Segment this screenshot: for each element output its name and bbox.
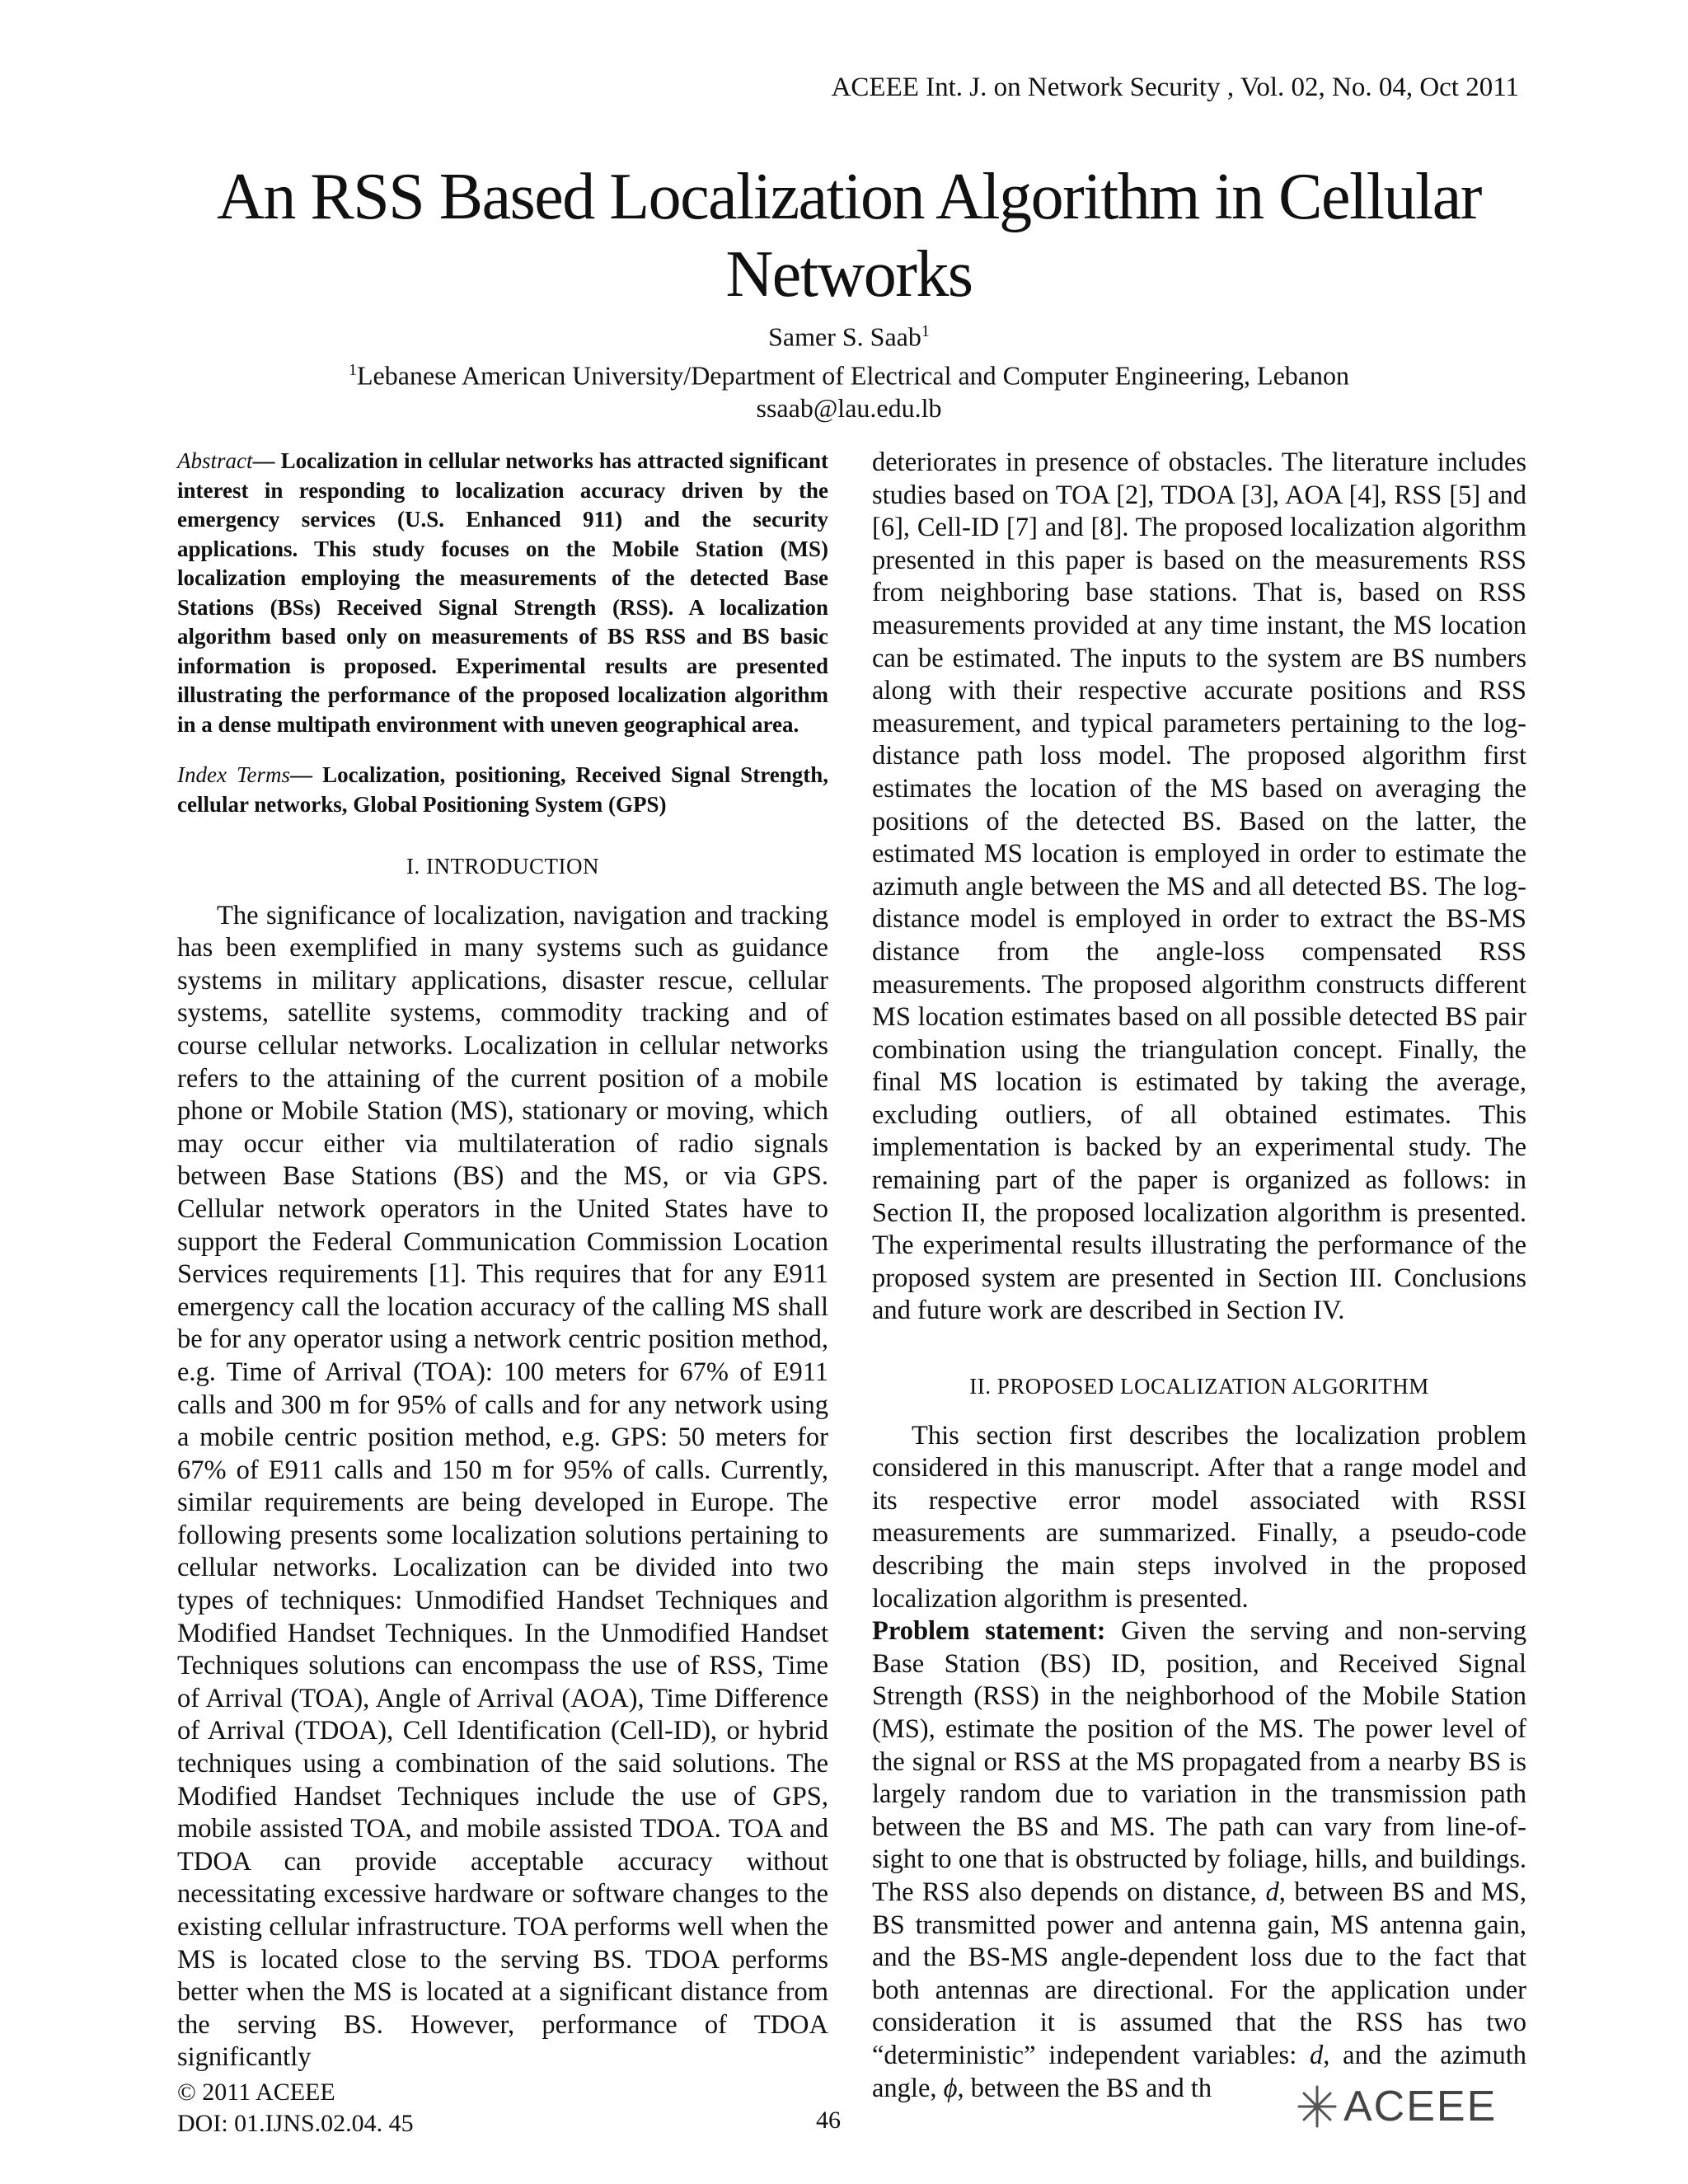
- author-email: ssaab@lau.edu.lb: [756, 393, 942, 424]
- problem-statement: Problem statement: Given the serving and non-serving Base Station (BS) ID, position, and Received Signal Strength (RSS) in the neighborhood of the Mobile Station (MS), estimate the position of the MS. The power level of the signal or RSS at the MS propagated from a nearby BS is largely random due to variation in the transmission path between the BS and MS. The path can vary from line-of-sight to one that is obstructed by foliage, hills, and buildings. The RSS also depends on distance, d, between BS and MS, BS transmitted power and antenna gain, MS antenna gain, and the BS-MS angle-dependent loss due to the fact that both antennas are directional. For the application under consideration it is assumed that the RSS has two “deterministic” independent variables: d, and the azimuth angle, ϕ, between the BS and th: [872, 1616, 1526, 2103]
- section2-paragraph: This section first describes the localization problem considered in this manuscript. After that a range model and its respective error model associated with RSSI measurements are summarized. Finally, a pseudo-code describing the main steps involved in the proposed localization algorithm is presented.: [872, 1420, 1526, 1614]
- journal-header: ACEEE Int. J. on Network Security , Vol. 02, No. 04, Oct 2011: [831, 73, 1519, 102]
- index-terms-text: — Localization, positioning, Received Signal Strength, cellular networks, Global Positioning System (GPS): [177, 762, 828, 817]
- introduction-continued: deteriorates in presence of obstacles. The literature includes studies based on TOA [2], TDOA [3], AOA [4], RSS [5] and [6], Cell-ID [7] and [8]. The proposed localization algorithm presented in this paper is based on the measurements RSS from neighboring base stations. That is, based on RSS measurements provided at any time instant, the MS location can be estimated. The inputs to the system are BS numbers along with their respective accurate positions and RSS measurement, and typical parameters pertaining to the log-distance path loss model. The proposed algorithm first estimates the location of the MS based on averaging the positions of the detected BS. Based on the latter, the estimated MS location is employed in order to estimate the azimuth angle between the MS and all detected BS. The log-distance model is employed in order to extract the BS-MS distance from the angle-loss compensated RSS measurements. The proposed algorithm constructs different MS location estimates based on all possible detected BS pair combination using the triangulation concept. Finally, the final MS location is estimated by taking the average, excluding outliers, of all obtained estimates. This implementation is backed by an experimental study. The remaining part of the paper is organized as follows: in Section II, the proposed localization algorithm is presented. The experimental results illustrating the performance of the proposed system are presented in Section III. Conclusions and future work are described in Section IV.: [872, 448, 1526, 1326]
- section-heading-introduction: I. INTRODUCTION: [406, 854, 599, 879]
- abstract-text: — Localization in cellular networks has attracted significant interest in responding to localization accuracy driven by the emergency services (U.S. Enhanced 911) and the security applications. This study focuses on the Mobile Station (MS) localization employing the measurements of the detected Base Stations (BSs) Received Signal Strength (RSS). A localization algorithm based only on measurements of BS RSS and BS basic information is proposed. Experimental results are presented illustrating the performance of the proposed localization algorithm in a dense multipath environment with uneven geographical area.: [177, 448, 828, 737]
- doi: DOI: 01.IJNS.02.04. 45: [177, 2110, 414, 2137]
- abstract-lead: Abstract: [177, 448, 253, 473]
- author-affiliation: $^1$Lebanese American University/Department of Electrical and Computer Engineering, Lebanon: [349, 360, 1349, 391]
- copyright: © 2011 ACEEE: [177, 2079, 335, 2106]
- author-name: Samer S. Saab$^1$: [768, 321, 930, 352]
- star-icon: [1292, 2082, 1342, 2131]
- publisher-logo: [1292, 2082, 1497, 2131]
- problem-statement-lead: Problem statement:: [872, 1616, 1106, 1647]
- paper-title: An RSS Based Localization Algorithm in Cellular Networks: [217, 161, 1481, 311]
- right-column: [872, 447, 1526, 2105]
- footer: [177, 2077, 414, 2139]
- index-terms-lead: Index Terms: [177, 762, 291, 787]
- page-number: 46: [816, 2107, 841, 2134]
- index-terms: [177, 761, 828, 819]
- abstract: [177, 447, 828, 739]
- introduction-paragraph: The significance of localization, navigation and tracking has been exemplified in many systems such as guidance systems in military applications, disaster rescue, cellular systems, satellite systems, commodity tracking and of course cellular networks. Localization in cellular networks refers to the attaining of the current position of a mobile phone or Mobile Station (MS), stationary or moving, which may occur either via multilateration of radio signals between Base Stations (BS) and the MS, or via GPS. Cellular network operators in the United States have to support the Federal Communication Commission Location Services requirements [1]. This requires that for any E911 emergency call the location accuracy of the calling MS shall be for any operator using a network centric position method, e.g. Time of Arrival (TOA): 100 meters for 67% of E911 calls and 300 m for 95% of calls and for any network using a mobile centric position method, e.g. GPS: 50 meters for 67% of E911 calls and 150 m for 95% of calls. Currently, similar requirements are being developed in Europe. The following presents some localization solutions pertaining to cellular networks. Localization can be divided into two types of techniques: Unmodified Handset Techniques and Modified Handset Techniques. In the Unmodified Handset Techniques solutions can encompass the use of RSS, Time of Arrival (TOA), Angle of Arrival (AOA), Time Difference of Arrival (TDOA), Cell Identification (Cell-ID), or hybrid techniques using a combination of the said solutions. The Modified Handset Techniques include the use of GPS, mobile assisted TOA, and mobile assisted TDOA. TOA and TDOA can provide acceptable accuracy without necessitating excessive hardware or software changes to the existing cellular infrastructure. TOA performs well when the MS is located close to the serving BS. TDOA performs better when the MS is located at a significant distance from the serving BS. However, performance of TDOA significantly: [177, 900, 828, 2073]
- logo-text: ACEEE: [1343, 2083, 1498, 2130]
- left-column: [177, 447, 828, 2074]
- author-block: [190, 315, 1508, 424]
- section-heading-proposed-algorithm: II. PROPOSED LOCALIZATION ALGORITHM: [969, 1374, 1429, 1399]
